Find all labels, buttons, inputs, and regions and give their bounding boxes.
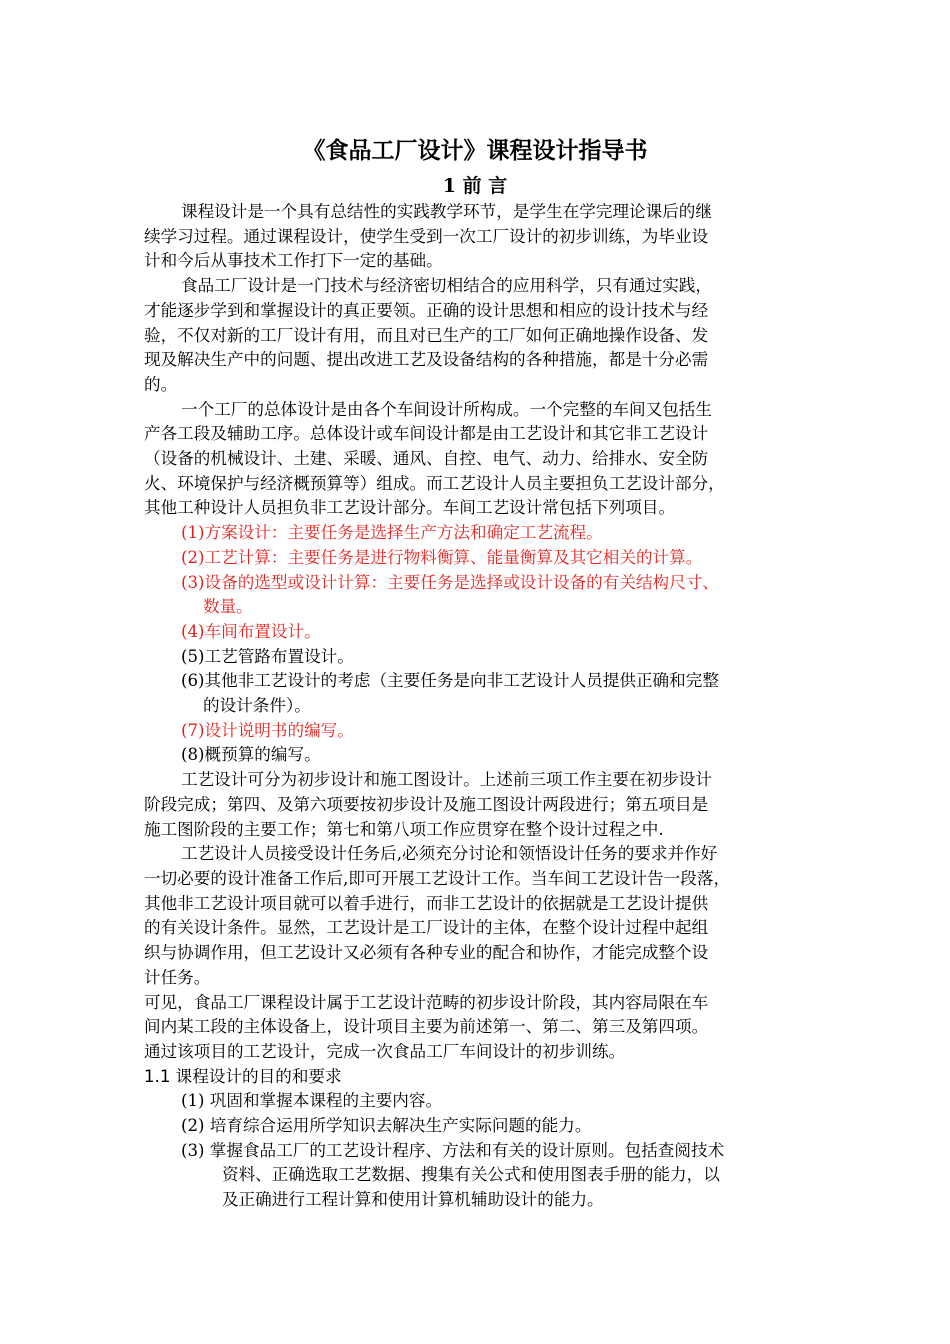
paragraph-line: 现及解决生产中的问题、提出改进工艺及设备结构的各种措施，都是十分必需 bbox=[144, 350, 709, 370]
process-paragraphs bbox=[144, 768, 820, 990]
paragraph-line: 工艺设计人员接受设计任务后,必须充分讨论和领悟设计任务的要求并作好 bbox=[181, 844, 718, 864]
design-items-list bbox=[144, 521, 820, 768]
paragraph-line: 续学习过程。通过课程设计，使学生受到一次工厂设计的初步训练，为毕业设 bbox=[144, 226, 709, 246]
paragraph-line: 其他非工艺设计项目就可以着手进行，而非工艺设计的依据就是工艺设计提供 bbox=[144, 893, 709, 913]
objective-line: (1) 巩固和掌握本课程的主要内容。 bbox=[181, 1091, 443, 1111]
list-item-line: (1)方案设计：主要任务是选择生产方法和确定工艺流程。 bbox=[181, 523, 603, 543]
list-item bbox=[144, 546, 820, 571]
paragraph bbox=[144, 274, 820, 398]
summary-line: 可见，食品工厂课程设计属于工艺设计范畴的初步设计阶段，其内容局限在车 bbox=[144, 992, 709, 1012]
section-heading-preface: 1 前 言 bbox=[442, 175, 508, 197]
list-item bbox=[144, 719, 820, 744]
paragraph bbox=[144, 398, 820, 522]
list-item bbox=[144, 645, 820, 670]
list-item-line: (3)设备的选型或设计计算：主要任务是选择或设计设备的有关结构尺寸、 bbox=[181, 572, 719, 592]
list-item bbox=[144, 669, 820, 718]
paragraph-line: 其他工种设计人员担负非工艺设计部分。车间工艺设计常包括下列项目。 bbox=[144, 498, 675, 518]
preface-paragraphs bbox=[144, 200, 820, 521]
objective-line: (3) 掌握食品工厂的工艺设计程序、方法和有关的设计原则。包括查阅技术 bbox=[181, 1140, 725, 1160]
list-item-line: (2)工艺计算：主要任务是进行物料衡算、能量衡算及其它相关的计算。 bbox=[181, 547, 703, 567]
list-item-line: (7)设计说明书的编写。 bbox=[181, 720, 354, 740]
objective-item bbox=[144, 1139, 820, 1213]
list-item-line: (6)其他非工艺设计的考虑（主要任务是向非工艺设计人员提供正确和完整 bbox=[181, 671, 719, 691]
list-item-line: (8)概预算的编写。 bbox=[181, 745, 321, 765]
paragraph-line: 计任务。 bbox=[144, 967, 211, 987]
objective-item bbox=[144, 1089, 820, 1114]
list-item-line: 的设计条件）。 bbox=[203, 696, 311, 716]
paragraph-line: 的有关设计条件。显然，工艺设计是工厂设计的主体，在整个设计过程中起组 bbox=[144, 918, 709, 938]
objectives-list bbox=[144, 1089, 820, 1213]
list-item-line: (5)工艺管路布置设计。 bbox=[181, 646, 354, 666]
summary-line: 通过该项目的工艺设计，完成一次食品工厂车间设计的初步训练。 bbox=[144, 1041, 626, 1061]
paragraph-line: 阶段完成；第四、及第六项要按初步设计及施工图设计两段进行；第五项目是 bbox=[144, 794, 709, 814]
objective-line: (2) 培育综合运用所学知识去解决生产实际问题的能力。 bbox=[181, 1116, 592, 1136]
paragraph-line: （设备的机械设计、土建、采暖、通风、自控、电气、动力、给排水、安全防 bbox=[144, 449, 709, 469]
summary-paragraph bbox=[144, 991, 820, 1065]
list-item-line: (4)车间布置设计。 bbox=[181, 621, 321, 641]
list-item-line: 数量。 bbox=[203, 597, 253, 617]
paragraph-line: 才能逐步学到和掌握设计的真正要领。正确的设计思想和相应的设计技术与经 bbox=[144, 300, 709, 320]
paragraph-line: 计和今后从事技术工作打下一定的基础。 bbox=[144, 251, 443, 271]
summary-line: 间内某工段的主体设备上，设计项目主要为前述第一、第二、第三及第四项。 bbox=[144, 1017, 709, 1037]
document-title: 《食品工厂设计》课程设计指导书 bbox=[302, 138, 648, 164]
paragraph-line: 的。 bbox=[144, 374, 178, 394]
paragraph-line: 验，不仅对新的工厂设计有用，而且对已生产的工厂如何正确地操作设备、发 bbox=[144, 325, 709, 345]
objective-line: 及正确进行工程计算和使用计算机辅助设计的能力。 bbox=[222, 1190, 604, 1210]
objective-item bbox=[144, 1114, 820, 1139]
list-item bbox=[144, 521, 820, 546]
paragraph-line: 产各工段及辅助工序。总体设计或车间设计都是由工艺设计和其它非工艺设计 bbox=[144, 424, 709, 444]
list-item bbox=[144, 743, 820, 768]
paragraph-line: 一个工厂的总体设计是由各个车间设计所构成。一个完整的车间又包括生 bbox=[181, 399, 712, 419]
paragraph-line: 食品工厂设计是一门技术与经济密切相结合的应用科学，只有通过实践， bbox=[181, 276, 712, 296]
paragraph-line: 一切必要的设计准备工作后,即可开展工艺设计工作。当车间工艺设计告一段落， bbox=[144, 868, 731, 888]
paragraph-line: 工艺设计可分为初步设计和施工图设计。上述前三项工作主要在初步设计 bbox=[181, 770, 712, 790]
paragraph-line: 课程设计是一个具有总结性的实践教学环节，是学生在学完理论课后的继 bbox=[181, 202, 712, 221]
paragraph bbox=[144, 200, 820, 274]
paragraph bbox=[144, 768, 820, 842]
objective-line: 资料、正确选取工艺数据、搜集有关公式和使用图表手册的能力，以 bbox=[222, 1165, 720, 1185]
document-body bbox=[144, 200, 820, 1213]
list-item bbox=[144, 620, 820, 645]
paragraph-line: 施工图阶段的主要工作；第七和第八项工作应贯穿在整个设计过程之中. bbox=[144, 819, 664, 839]
paragraph-line: 火、环境保护与经济概预算等）组成。而工艺设计人员主要担负工艺设计部分， bbox=[144, 473, 725, 493]
paragraph-line: 织与协调作用，但工艺设计又必须有各种专业的配合和协作，才能完成整个设 bbox=[144, 943, 709, 963]
list-item bbox=[144, 571, 820, 620]
subsection-heading: 1.1 课程设计的目的和要求 bbox=[144, 1066, 342, 1086]
paragraph bbox=[144, 842, 820, 990]
